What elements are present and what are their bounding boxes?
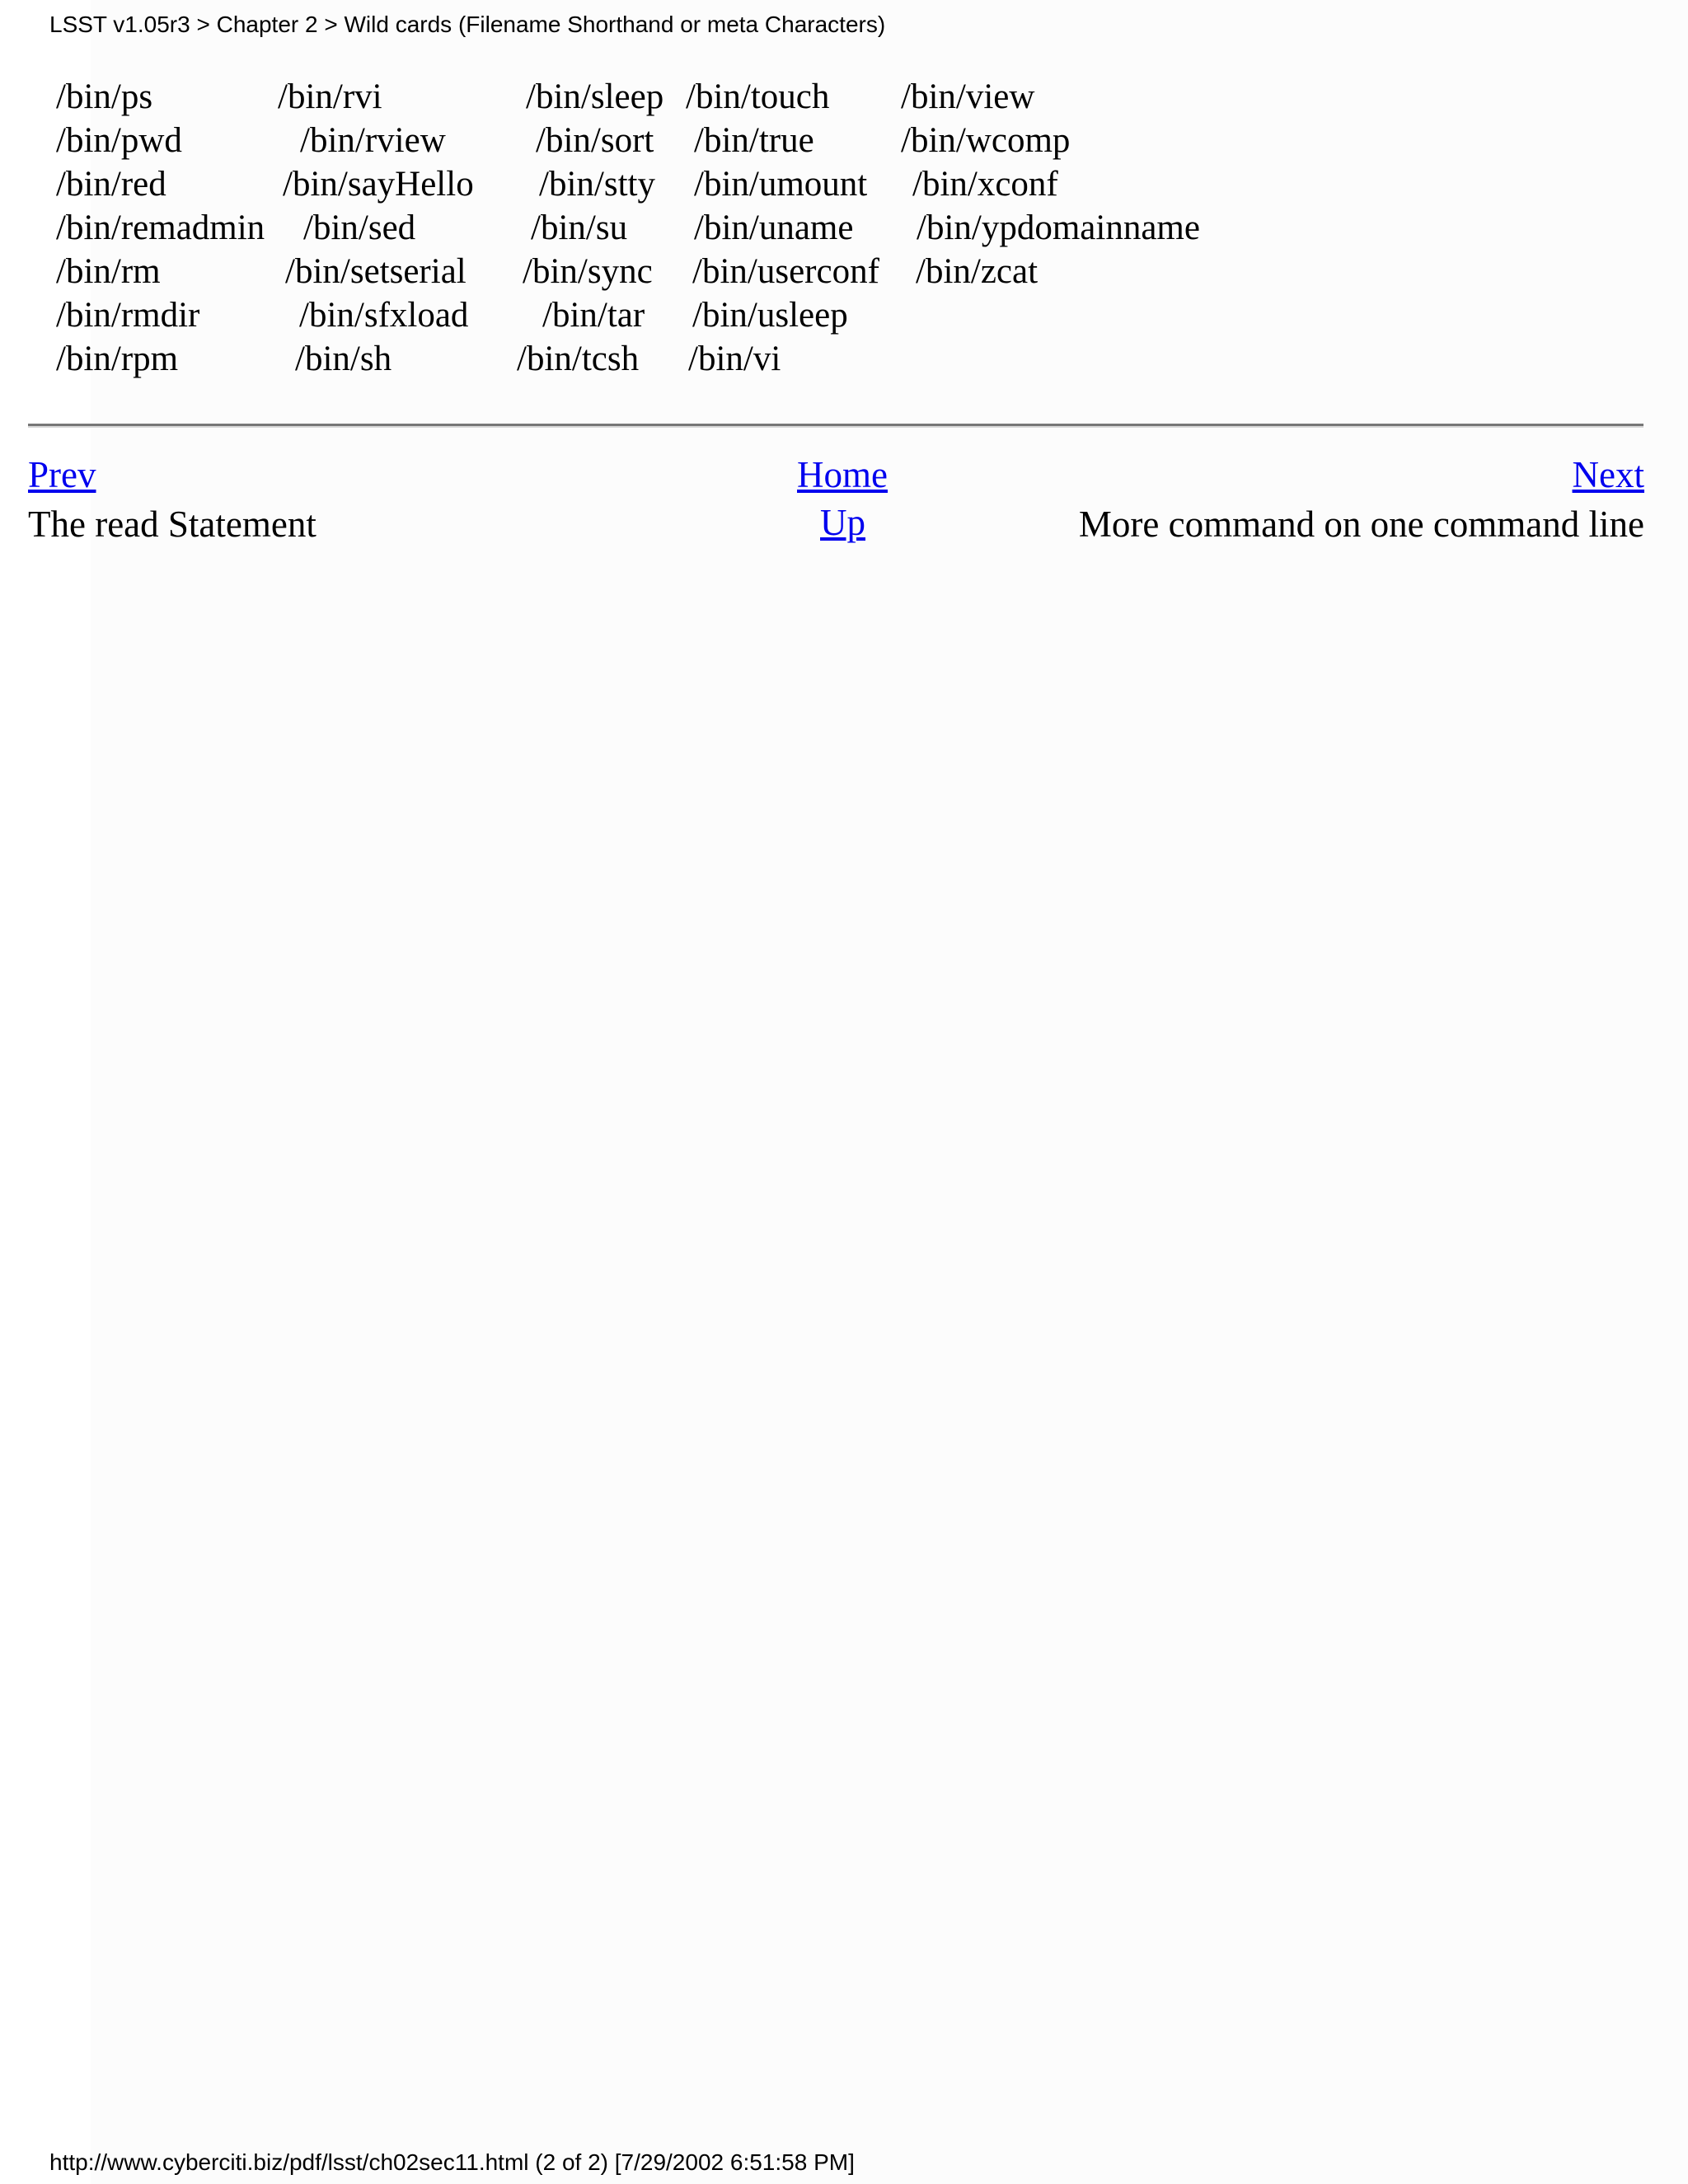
- home-link[interactable]: Home: [797, 454, 888, 495]
- listing-row: [0, 250, 1688, 293]
- file-name: /bin/sayHello: [283, 165, 474, 204]
- horizontal-rule: [28, 424, 1643, 428]
- file-name: /bin/sed: [303, 209, 416, 247]
- page-footer-url: http://www.cyberciti.biz/pdf/lsst/ch02sec11.html (2 of 2) [7/29/2002 6:51:58 PM]: [49, 2149, 855, 2175]
- file-name: /bin/uname: [694, 209, 854, 247]
- file-name: /bin/sh: [295, 340, 392, 378]
- file-name: /bin/vi: [688, 340, 781, 378]
- file-name: /bin/sfxload: [299, 296, 469, 335]
- file-name: /bin/zcat: [916, 252, 1039, 291]
- file-name: /bin/sync: [523, 252, 653, 291]
- file-name: /bin/sort: [536, 121, 654, 160]
- file-name: /bin/rpm: [56, 340, 179, 378]
- next-page-title: More command on one command line: [1078, 504, 1644, 545]
- prev-link[interactable]: Prev: [28, 454, 96, 495]
- file-name: /bin/rm: [56, 252, 161, 291]
- file-name: /bin/wcomp: [901, 121, 1071, 160]
- file-name: /bin/xconf: [912, 165, 1058, 204]
- listing-row: [0, 293, 1688, 337]
- prev-page-title: The read Statement: [28, 504, 316, 545]
- file-name: /bin/ps: [56, 77, 153, 116]
- file-name: /bin/rmdir: [56, 296, 200, 335]
- file-name: /bin/sleep: [526, 77, 664, 116]
- file-name: /bin/red: [56, 165, 166, 204]
- file-name: /bin/true: [694, 121, 814, 160]
- file-name: /bin/su: [531, 209, 628, 247]
- file-name: /bin/ypdomainname: [917, 209, 1200, 247]
- listing-row: [0, 162, 1688, 206]
- file-name: /bin/rview: [300, 121, 446, 160]
- page-header-breadcrumb: LSST v1.05r3 > Chapter 2 > Wild cards (Filename Shorthand or meta Characters): [49, 12, 886, 37]
- file-name: /bin/tcsh: [517, 340, 640, 378]
- listing-row: [0, 206, 1688, 250]
- file-name: /bin/view: [901, 77, 1035, 116]
- next-link[interactable]: Next: [1572, 454, 1644, 495]
- listing-row: [0, 337, 1688, 381]
- file-name: /bin/rvi: [278, 77, 382, 116]
- up-link[interactable]: Up: [820, 502, 865, 543]
- file-name: /bin/remadmin: [56, 209, 265, 247]
- file-name: /bin/pwd: [56, 121, 182, 160]
- file-name: /bin/usleep: [692, 296, 848, 335]
- listing-row: [0, 119, 1688, 162]
- file-name: /bin/userconf: [692, 252, 879, 291]
- file-name: /bin/touch: [686, 77, 830, 116]
- file-name: /bin/setserial: [285, 252, 467, 291]
- file-name: /bin/umount: [694, 165, 868, 204]
- file-name: /bin/stty: [539, 165, 655, 204]
- file-listing: [0, 0, 1688, 387]
- listing-row: [0, 75, 1688, 119]
- file-name: /bin/tar: [542, 296, 645, 335]
